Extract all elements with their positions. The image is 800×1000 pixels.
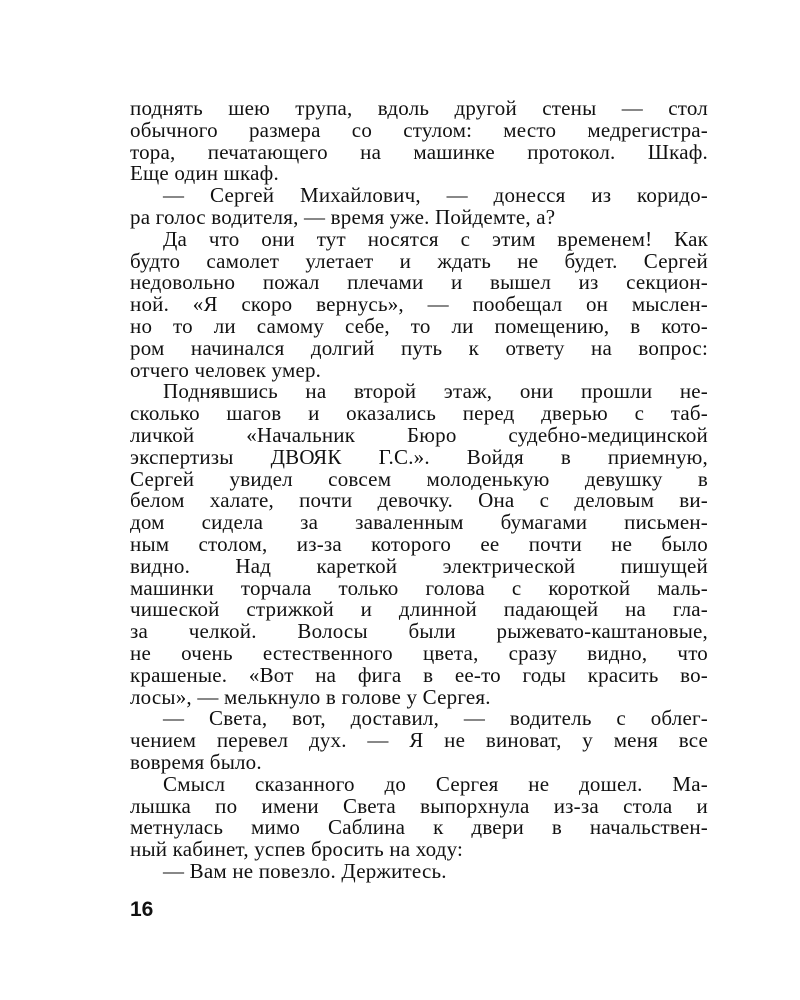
text-line: Смысл сказанного до Сергея не дошел. Ма- <box>163 771 708 796</box>
text-line: чишеской стрижкой и длинной падающей на гла- <box>130 597 708 622</box>
text-line: — Сергей Михайлович, — донесся из коридо- <box>163 183 708 208</box>
text-line: видно. Над кареткой электрической пишущей <box>130 553 708 578</box>
text-line: за челкой. Волосы были рыжевато-каштановые, <box>130 619 708 644</box>
page-body <box>130 98 708 883</box>
text-line: тора, печатающего на машинке протокол. Шкаф. <box>130 139 708 164</box>
text-line: экспертизы ДВОЯК Г.С.». Войдя в приемную, <box>130 444 708 469</box>
text-line: — Света, вот, доставил, — водитель с облег- <box>163 706 708 731</box>
page-number: 16 <box>130 898 154 921</box>
text-line: белом халате, почти девочку. Она с деловым ви- <box>130 488 708 513</box>
text-line: вовремя было. <box>130 749 262 774</box>
text-line: обычного размера со стулом: место медрегистра- <box>130 117 708 142</box>
text-line: ром начинался долгий путь к ответу на вопрос: <box>130 335 708 360</box>
text-line: ным столом, из-за которого ее почти не было <box>130 531 708 556</box>
text-line: не очень естественного цвета, сразу видно, что <box>130 640 708 665</box>
text-line: дом сидела за заваленным бумагами письмен- <box>130 510 708 535</box>
text-line: лосы», — мелькнуло в голове у Сергея. <box>130 684 491 709</box>
text-line: лышка по имени Света выпорхнула из-за стола и <box>130 793 708 818</box>
text-line: Да что они тут носятся с этим временем! Как <box>163 226 708 251</box>
text-line: ной. «Я скоро вернусь», — пообещал он мыслен- <box>130 292 708 317</box>
text-line: — Вам не повезло. Держитесь. <box>163 858 447 883</box>
text-line: личкой «Начальник Бюро судебно-медицинской <box>130 422 708 447</box>
text-line: чением перевел дух. — Я не виноват, у меня все <box>130 728 708 753</box>
text-line: машинки торчала только голова с короткой маль- <box>130 575 708 600</box>
text-line: недовольно пожал плечами и вышел из секцион- <box>130 270 708 295</box>
text-line: ра голос водителя, — время уже. Пойдемте, а? <box>130 204 556 229</box>
text-line: ный кабинет, успев бросить на ходу: <box>130 837 464 862</box>
text-line: метнулась мимо Саблина к двери в начальствен- <box>130 815 708 840</box>
text-line: но то ли самому себе, то ли помещению, в кото- <box>130 313 708 338</box>
text-line: сколько шагов и оказались перед дверью с таб- <box>130 401 708 426</box>
text-line: Сергей увидел совсем молоденькую девушку в <box>130 466 708 491</box>
text-line: отчего человек умер. <box>130 357 322 382</box>
text-line: Поднявшись на второй этаж, они прошли не- <box>163 379 708 404</box>
text-line: будто самолет улетает и ждать не будет. Сергей <box>130 248 708 273</box>
text-line: Еще один шкаф. <box>130 161 279 186</box>
text-line: крашеные. «Вот на фига в ее-то годы красить во- <box>130 662 708 687</box>
text-block <box>130 98 708 883</box>
text-line: поднять шею трупа, вдоль другой стены — стол <box>130 96 708 120</box>
